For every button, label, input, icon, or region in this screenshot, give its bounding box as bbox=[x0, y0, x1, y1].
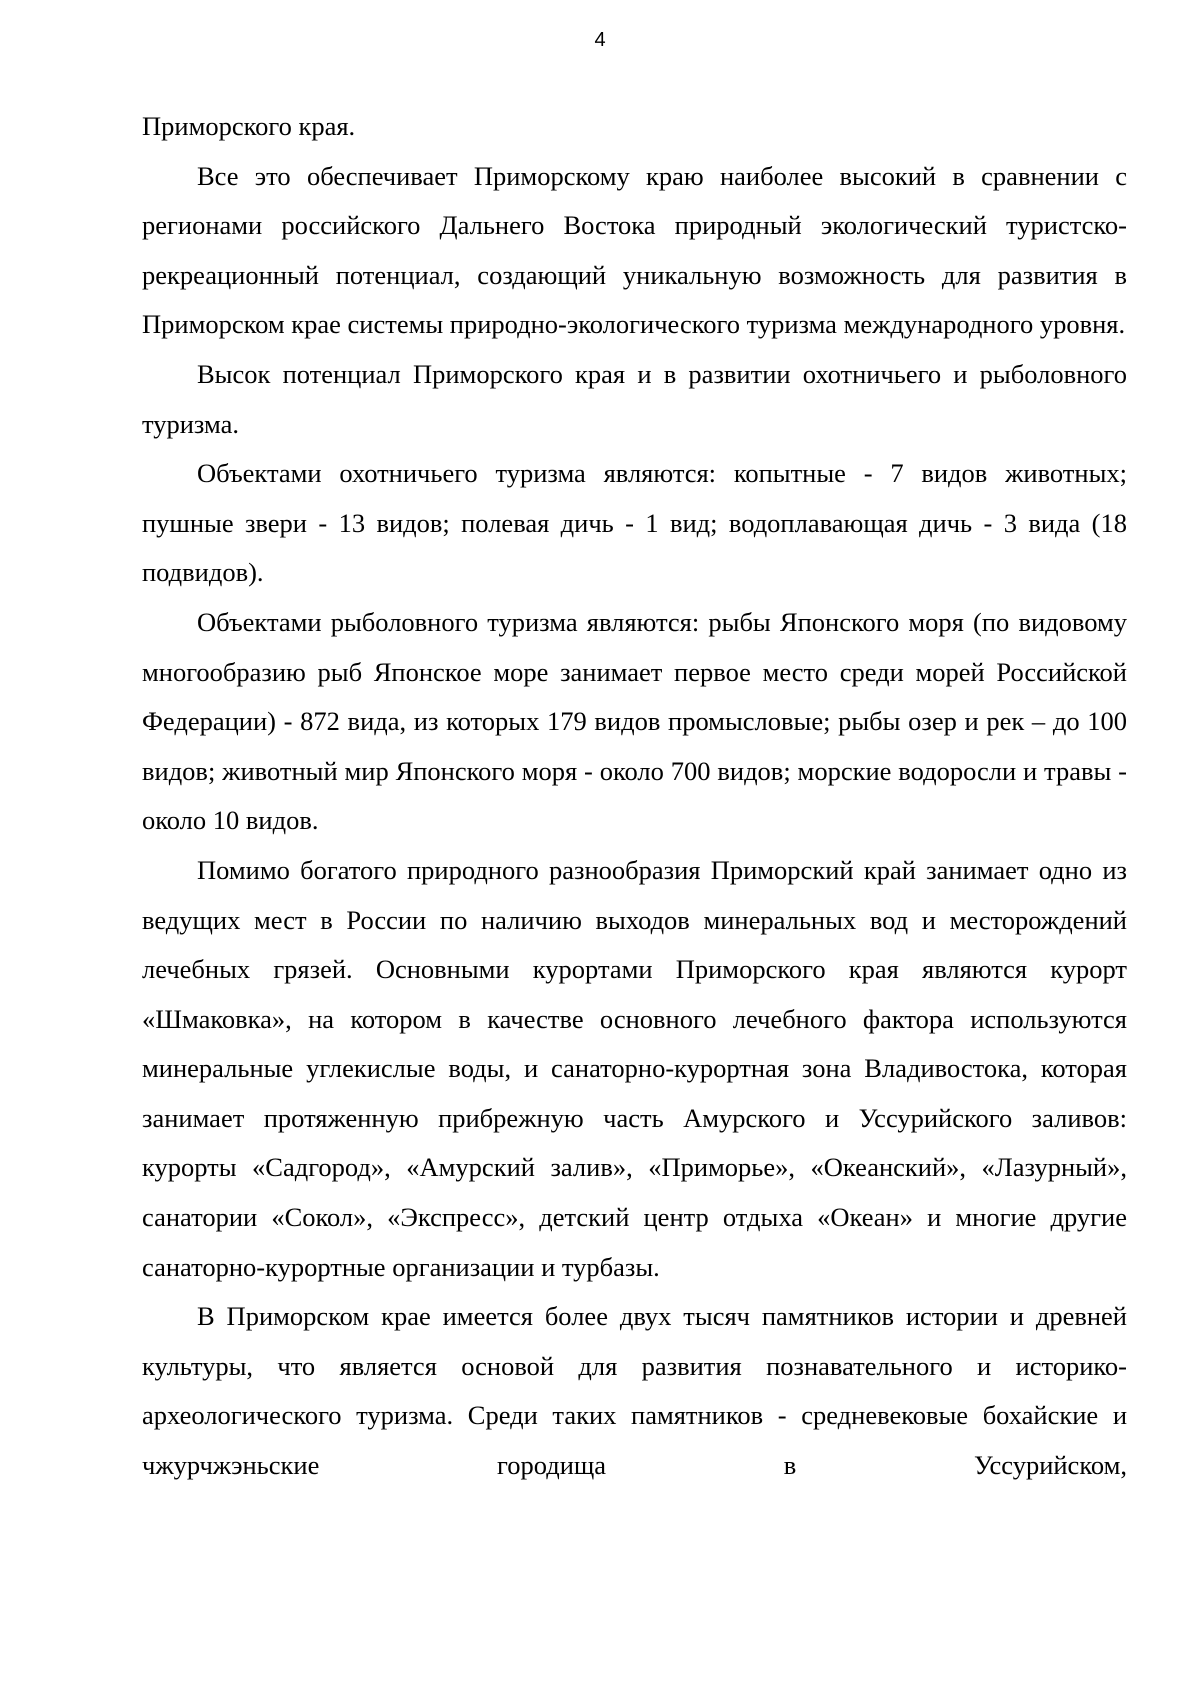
document-body bbox=[142, 102, 1127, 1491]
paragraph-historical-monuments: В Приморском крае имеется более двух тысяч памятников истории и древней культуры, что является основой для развития познавательного и историко-археологического туризма. Среди таких памятников - средневековые бохайские и чжурчжэньские городища в Уссурийском, bbox=[142, 1301, 1127, 1481]
paragraph-resorts: Помимо богатого природного разнообразия Приморский край занимает одно из ведущих мест в России по наличию выходов минеральных вод и месторождений лечебных грязей. Основными курортами Приморского края являются курорт «Шмаковка», на котором в качестве основного лечебного фактора используются минеральные углекислые воды, и санаторно-курортная зона Владивостока, которая занимает протяженную прибрежную часть Амурского и Уссурийского заливов: курорты «Садгород», «Амурский залив», «Приморье», «Океанский», «Лазурный», санатории «Сокол», «Экспресс», детский центр отдыха «Океан» и многие другие санаторно-курортные организации и турбазы. bbox=[142, 854, 1127, 1282]
paragraph-fishing-objects: Объектами рыболовного туризма являются: рыбы Японского моря (по видовому многообразию рыб Японское море занимает первое место среди морей Российской Федерации) - 872 вида, из которых 179 видов промысловые; рыбы озер и рек – до 100 видов; животный мир Японского моря - около 700 видов; морские водоросли и травы - около 10 видов. bbox=[142, 606, 1127, 836]
paragraph-hunting-objects: Объектами охотничьего туризма являются: копытные - 7 видов животных; пушные звери - 13 видов; полевая дичь - 1 вид; водоплавающая дичь - 3 вида (18 подвидов). bbox=[142, 458, 1127, 588]
paragraph-hunting-fishing-potential: Высок потенциал Приморского края и в развитии охотничьего и рыболовного туризма. bbox=[142, 358, 1127, 439]
paragraph-tourism-potential: Все это обеспечивает Приморскому краю наиболее высокий в сравнении с регионами российского Дальнего Востока природный экологический туристско-рекреационный потенциал, создающий уникальную возможность для развития в Приморском крае системы природно-экологического туризма международного уровня. bbox=[142, 160, 1127, 340]
page-number: 4 bbox=[594, 29, 606, 51]
paragraph-continuation: Приморского края. bbox=[142, 111, 356, 141]
